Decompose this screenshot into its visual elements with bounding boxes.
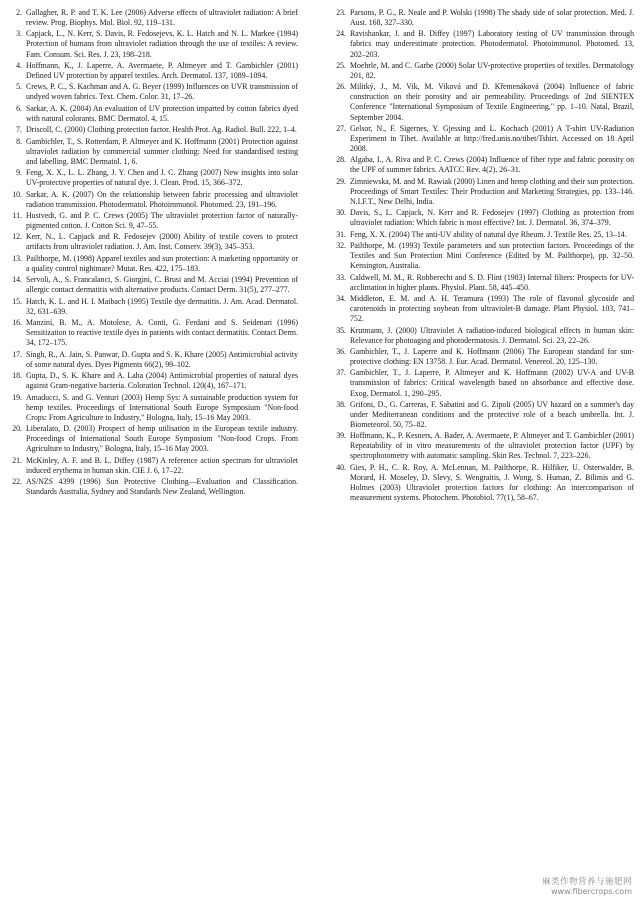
reference-entry	[6, 125, 298, 135]
watermark-site-url: www.fibercrops.com	[551, 887, 632, 896]
reference-text: Capjack, L., N. Kerr, S. Davis, R. Fedosejevs, K. L. Hatch and N. L. Markee (1994) Protection of humans from ultraviolet radiation through the use of textiles: A review. Fam. Consum. Sci. Res. J. 23, 198–218.	[26, 29, 298, 59]
reference-entry	[6, 424, 298, 454]
reference-number: 24.	[336, 29, 346, 39]
reference-number: 4.	[16, 60, 22, 70]
reference-text: Pailthorpe, M. (1993) Textile parameters and sun protection factors. Proceedings of the Textiles and Sun Protection Mini Conference (Edited by M. Pailthorpe), pp. 32–50. Kensington, Australia.	[350, 241, 634, 271]
reference-entry	[6, 190, 298, 210]
reference-number: 36.	[336, 346, 346, 356]
reference-text: Moehrle, M. and C. Garbe (2000) Solar UV-protective properties of textiles. Dermatology 201, 82.	[350, 60, 634, 80]
reference-entry	[6, 82, 298, 102]
reference-entry	[6, 275, 298, 295]
reference-entry	[6, 104, 298, 124]
reference-number: 12.	[12, 232, 22, 242]
reference-entry	[330, 368, 634, 398]
reference-text: Hoffmann, K., P. Kesners, A. Bader, A. Avermaete, P. Altmeyer and T. Gambichler (2001) Repeatability of in vitro measurements of the ultraviolet protection factor (UPF) by spectrophotometry with automatic sampling. Skin Res. Technol. 7, 223–226.	[350, 431, 634, 461]
reference-entry	[6, 137, 298, 167]
reference-number: 15.	[12, 296, 22, 306]
reference-entry	[6, 393, 298, 423]
site-watermark	[542, 877, 632, 897]
reference-text: Gupta, D., S. K. Khare and A. Laha (2004) Antimicrobial properties of natural dyes against Gram-negative bacteria. Coloration Technol. 120(4), 167–171.	[26, 371, 298, 391]
reference-number: 14.	[12, 275, 22, 285]
reference-number: 37.	[336, 368, 346, 378]
reference-text: Crews, P. C., S. Kachman and A. G. Beyer (1999) Influences on UVR transmission of undyed woven fabrics. Text. Chem. Color. 31, 17–26.	[26, 82, 298, 102]
reference-text: Kerr, N., L. Capjack and R. Fedosejev (2000) Ability of textile covers to protect artifacts from ultraviolet radiation. J. Am. Inst. Conserv. 39(3), 345–353.	[26, 232, 298, 252]
reference-text: Gies, P. H., C. R. Roy, A. McLennan, M. Pailthorpe, R. Hilfiker, U. Osterwalder, B. Morard, H. Moseley, D. Slevy, S. Wengraitis, J. Wong, S. Human, Z. Bilimis and G. Holmes (2003) Ultraviolet protection factors for clothing: An intercomparison of measurement systems. Photochem. Photobiol. 77(1), 58–67.	[350, 462, 634, 502]
reference-text: Caldwell, M. M., R. Robberecht and S. D. Flint (1983) Internal filters: Prospects for UV-acclimation in higher plants. Physiol. Plant. 58, 445–450.	[350, 272, 634, 292]
reference-text: Parsons, P. G., R. Neale and P. Wolski (1998) The shady side of solar protection. Med. J. Aust. 168, 327–330.	[350, 8, 634, 28]
reference-number: 39.	[336, 431, 346, 441]
reference-entry	[330, 208, 634, 228]
reference-text: Gambichler, T., S. Rotterdam, P. Altmeyer and K. Hoffmann (2001) Protection against ultraviolet radiation by commercial summer clothing: Need for standardised testing and labelling. BMC Dermatol. 1, 6.	[26, 136, 298, 166]
reference-text: Sarkar, A. K. (2004) An evaluation of UV protection imparted by cotton fabrics dyed with natural colorants. BMC Dermatol. 4, 15.	[26, 103, 298, 123]
reference-number: 3.	[16, 29, 22, 39]
reference-number: 28.	[336, 155, 346, 165]
reference-entry	[330, 155, 634, 175]
reference-number: 13.	[12, 253, 22, 263]
reference-number: 10.	[12, 189, 22, 199]
reference-entry	[330, 177, 634, 207]
reference-number: 31.	[336, 229, 346, 239]
reference-text: AS/NZS 4399 (1996) Sun Protective Clothing—Evaluation and Classification. Standards Australia, Sydney and Standards New Zealand, Wellington.	[26, 476, 298, 496]
reference-text: Hoffmann, K., J. Laperre, A. Avermaete, P. Altmeyer and T. Gambichler (2001) Defined UV protection by apparel textiles. Arch. Dermatol. 137, 1089–1094.	[26, 60, 298, 80]
reference-text: Liberalato, D. (2003) Prospect of hemp utilisation in the European textile industry. Proceedings of International South Europe Symposium "Non-food Crops. From Agriculture to Industry," Bologna, Italy, 15–16 May 2003.	[26, 424, 298, 454]
reference-number: 21.	[12, 455, 22, 465]
reference-text: Middleton, E. M. and A. H. Teramura (1993) The role of flavonol glycoside and carotenoids in protecting soybean from ultraviolet-B damage. Plant Physiol. 103, 741–752.	[350, 294, 634, 324]
reference-entry	[6, 254, 298, 274]
reference-number: 34.	[336, 294, 346, 304]
reference-entry	[330, 400, 634, 430]
reference-number: 19.	[12, 392, 22, 402]
reference-entry	[6, 232, 298, 252]
reference-text: Pailthorpe, M. (1998) Apparel textiles and sun protection: A marketing opportunity or a quality control nightmare? Mutat. Res. 422, 175–183.	[26, 253, 298, 273]
reference-number: 29.	[336, 176, 346, 186]
reference-number: 11.	[12, 210, 22, 220]
reference-number: 27.	[336, 123, 346, 133]
reference-entry	[6, 297, 298, 317]
reference-text: Hatch, K. L. and H. I. Maibach (1995) Textile dye dermatitis. J. Am. Acad. Dermatol. 32, 631–639.	[26, 296, 298, 316]
reference-entry	[330, 431, 634, 461]
reference-text: Singh, R., A. Jain, S. Panwar, D. Gupta and S. K. Khare (2005) Antimicrobial activity of some natural dyes. Dyes Pigments 66(2), 99–102.	[26, 349, 298, 369]
reference-text: Gallagher, R. P. and T. K. Lee (2006) Adverse effects of ultraviolet radiation: A brief review. Prog. Biophys. Mol. Biol. 92, 119–131.	[26, 8, 298, 28]
reference-entry	[6, 371, 298, 391]
reference-number: 17.	[12, 349, 22, 359]
reference-number: 40.	[336, 462, 346, 472]
reference-entry	[330, 61, 634, 81]
reference-text: Zimniewska, M. and M. Rawiak (2000) Linen and hemp clothing and their sun protection. Proceedings of Smart Textiles: Their Production and Marketing Strategies, pp. 133–146. N.I.F.T., New Delhi, India.	[350, 176, 634, 206]
reference-entry	[330, 29, 634, 59]
reference-number: 5.	[16, 82, 22, 92]
reference-entry	[6, 456, 298, 476]
references-column-right	[330, 8, 634, 504]
reference-number: 38.	[336, 399, 346, 409]
reference-entry	[330, 347, 634, 367]
reference-entry	[330, 326, 634, 346]
reference-text: Servoli, A., S. Francalanci, S. Giorgini, C. Brusi and M. Acciai (1994) Prevention of allergic contact dermatitis with alternative products. Contact Derm. 31(5), 277–277.	[26, 275, 298, 295]
reference-text: Hustvedt, G. and P. C. Crews (2005) The ultraviolet protection factor of naturally-pigmented cotton. J. Cotton Sci. 9, 47–55.	[26, 210, 298, 231]
reference-entry	[6, 168, 298, 188]
reference-text: Algaba, I., A. Riva and P. C. Crews (2004) Influence of fiber type and fabric porosity on the UPF of summer fabrics. AATCC Rev. 4(2), 26–31.	[350, 155, 634, 175]
reference-number: 9.	[16, 168, 22, 178]
reference-entry	[6, 29, 298, 59]
reference-number: 22.	[12, 476, 22, 486]
reference-number: 16.	[12, 318, 22, 328]
reference-text: Feng, X. X., L. L. Zhang, J. Y. Chen and J. C. Zhang (2007) New insights into solar UV-protective properties of natural dye. J. Clean. Prod. 15, 366–372.	[26, 168, 298, 188]
reference-number: 26.	[336, 82, 346, 92]
reference-text: Ravishankar, J. and B. Diffey (1997) Laboratory testing of UV transmission through fabrics may underestimate protection. Photodermatol. Photoimmunol. Photomed. 13, 202–203.	[350, 29, 634, 59]
reference-entry	[330, 124, 634, 154]
reference-entry	[6, 8, 298, 28]
reference-number: 33.	[336, 272, 346, 282]
reference-text: Manzini, B. M., A. Motolese, A. Conti, G. Ferdani and S. Seidenari (1996) Sensitization to reactive textile dyes in patients with contact dermatitis. Contact Derm. 34, 172–175.	[26, 318, 298, 348]
reference-text: Davis, S., L. Capjack, N. Kerr and R. Fedosejev (1997) Clothing as protection from ultraviolet radiation: Which fabric is most effective? Int. J. Dermatol. 36, 374–379.	[350, 208, 634, 228]
reference-number: 7.	[16, 125, 22, 135]
reference-entry	[330, 82, 634, 122]
reference-text: Gambichler, T., J. Laperre, P. Altmeyer and K. Hoffmann (2002) UV-A and UV-B transmission of fabrics: Critical wavelength based on absorbance and effective dose. Exog. Dermatol. 1, 290–295.	[350, 368, 634, 398]
reference-entry	[6, 318, 298, 348]
reference-entry	[6, 61, 298, 81]
reference-number: 6.	[16, 103, 22, 113]
reference-text: Gelsor, N., F. Sigernes, Y. Gjessing and L. Kochach (2001) A T-shirt UV-Radiation Experiment in Tibet. Available at http://fred.unis.no/tibet/Tshirt. Accessed on 18 April 2008.	[350, 123, 634, 153]
reference-text: McKinley, A. F. and B. L. Diffey (1987) A reference action spectrum for ultraviolet induced erythema in human skin. CIE J. 6, 17–22.	[26, 455, 298, 475]
reference-text: Amaducci, S. and G. Venturi (2003) Hemp Sys: A sustainable production system for hemp textiles. Proceedings of International South Europe Symposium "Non-food Crops: From Agriculture to Industry," Bologna, Italy, 15–16 May 2003.	[26, 392, 298, 422]
reference-text: Sarkar, A. K. (2007) On the relationship between fabric processing and ultraviolet radiation transmission. Photodermatol. Photoimmunol. Photomed. 23, 191–196.	[26, 189, 298, 209]
references-column-left	[6, 8, 298, 498]
reference-entry	[330, 230, 634, 240]
reference-number: 32.	[336, 241, 346, 251]
reference-number: 35.	[336, 325, 346, 335]
reference-number: 30.	[336, 208, 346, 218]
reference-text: Feng, X. X. (2004) The anti-UV ability of natural dye Rheum. J. Textile Res. 25, 13–14.	[350, 229, 627, 239]
reference-text: Militký, J., M. Vik, M. Viková and D. Křemenáková (2004) Influence of fabric construction on their porosity and air permeability. Proceedings of 2nd SIENTEX Conference "International Symposium of Textile Engineering," pp. 1–10. Natal, Brazil, September 2004.	[350, 82, 634, 122]
reference-number: 8.	[16, 136, 22, 146]
reference-text: Grifoni, D., G. Carreras, F. Sabatini and G. Zipoli (2005) UV hazard on a summer's day under Mediterranean conditions and the protective role of a beach umbrella. Int. J. Biometeorol. 50, 75–82.	[350, 399, 634, 429]
reference-number: 25.	[336, 60, 346, 70]
reference-text: Driscoll, C. (2000) Clothing protection factor. Health Prot. Ag. Radiol. Bull. 222, 1–4.	[26, 125, 297, 135]
reference-entry	[330, 273, 634, 293]
reference-number: 18.	[12, 371, 22, 381]
reference-entry	[330, 241, 634, 271]
reference-entry	[330, 463, 634, 503]
reference-text: Gambichler, T., J. Laperre and K. Hoffmann (2006) The European standard for sun-protective clothing: EN 13758. J. Eur. Acad. Dermatol. Venereol. 20, 125–130.	[350, 346, 634, 367]
reference-entry	[6, 477, 298, 497]
watermark-site-name: 麻类作物营养与施肥网	[541, 877, 632, 887]
reference-text: Krutmann, J. (2000) Ultraviolet A radiation-induced biological effects in human skin: Relevance for photoaging and photodermatosis. J. Dermatol. Sci. 23, 22–26.	[350, 325, 634, 345]
reference-number: 2.	[16, 8, 22, 17]
reference-entry	[330, 8, 634, 28]
reference-entry	[6, 350, 298, 370]
reference-number: 20.	[12, 424, 22, 434]
reference-entry	[330, 294, 634, 324]
reference-number: 23.	[336, 8, 346, 17]
reference-entry	[6, 211, 298, 231]
